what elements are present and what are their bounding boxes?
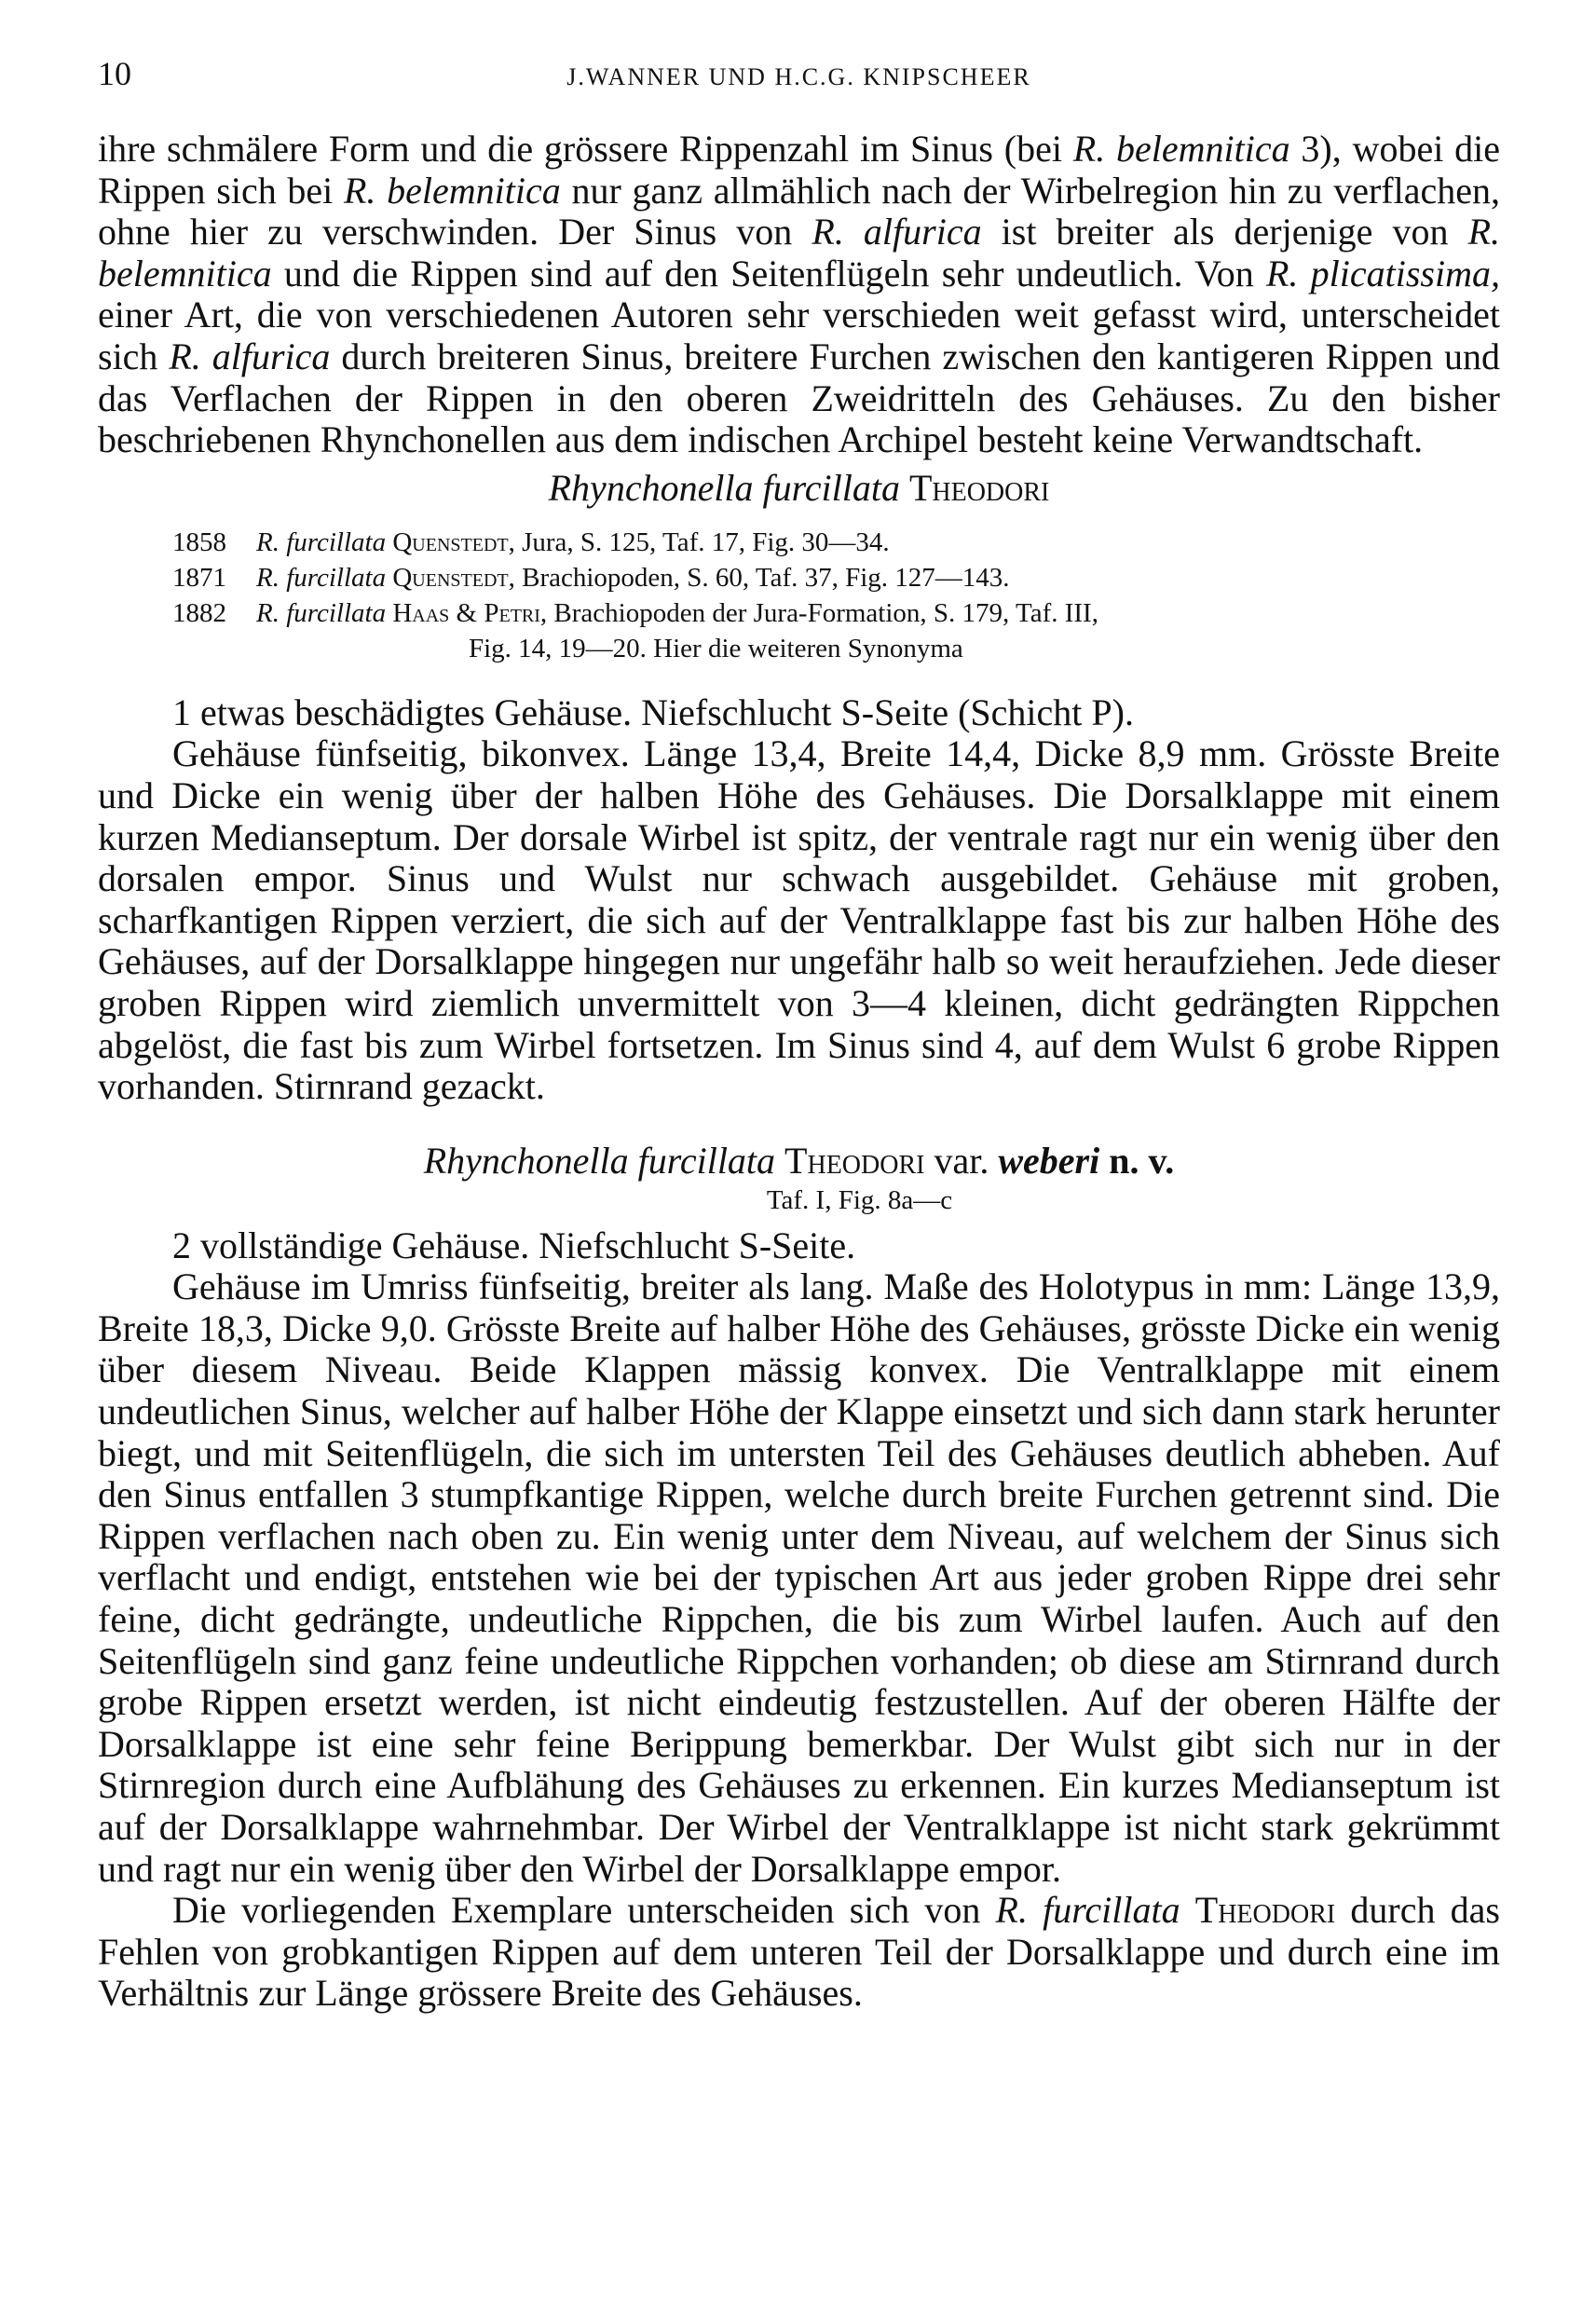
synonymy-year: 1882 bbox=[172, 597, 226, 628]
description-paragraph: Gehäuse fünfseitig, bikonvex. Länge 13,4, Breite 14,4, Dicke 8,9 mm. Grösste Breite und Dicke ein wenig über der halben Höhe des Gehäuses. Die Dorsalklappe mit einem kurzen Medianseptum. Der dorsale Wirbel ist spitz, der ventrale ragt nur ein wenig über den dorsalen empor. Sinus und Wulst nur schwach ausgebildet. Gehäuse mit groben, scharfkantigen Rippen verziert, die sich auf der Ventralklappe fast bis zur halben Höhe des Gehäuses, auf der Dorsalklappe hingegen nur ungefähr halb so weit heraufziehen. Jede dieser groben Rippen wird ziemlich unvermittelt von 3—4 kleinen, dicht gedrängten Rippchen abgelöst, die fast bis zum Wirbel fortsetzen. Im Sinus sind 4, auf dem Wulst 6 grobe Rippen vorhanden. Stirnrand gezackt. bbox=[98, 732, 1500, 1108]
taxon-name: R. plicatissima, bbox=[1265, 252, 1500, 294]
text-run: ihre schmälere Form und die grössere Rippenzahl im Sinus (bei bbox=[98, 128, 1073, 170]
page-body bbox=[98, 129, 1500, 2015]
spacer bbox=[98, 1108, 1500, 1134]
text-run: Die vorliegenden Exemplare unterscheiden sich von bbox=[172, 1889, 996, 1932]
text-run: nur ganz allmählich nach der Wirbelregion hin zu verflachen, ohne hier zu verschwinden. Der Sinus von bbox=[98, 169, 1500, 253]
variety-name: weberi bbox=[998, 1139, 1100, 1182]
synonymy-author: Quenstedt bbox=[392, 526, 509, 557]
nomen-novum-label: n. v. bbox=[1099, 1139, 1175, 1182]
synonymy-entry bbox=[98, 595, 1500, 631]
synonymy-year: 1858 bbox=[172, 526, 226, 557]
synonymy-author: Haas & Petri bbox=[392, 597, 540, 628]
comparison-paragraph bbox=[98, 1890, 1500, 2015]
synonymy-continuation: Fig. 14, 19—20. Hier die weiteren Synonyma bbox=[469, 633, 963, 663]
taxon-name: R. furcillata bbox=[995, 1889, 1180, 1932]
intro-paragraph bbox=[98, 129, 1500, 461]
material-paragraph: 1 etwas beschädigtes Gehäuse. Niefschlucht S-Seite (Schicht P). bbox=[172, 691, 1134, 733]
figure-reference: Taf. I, Fig. 8a—c bbox=[766, 1184, 953, 1215]
taxon-name: R. belemnitica bbox=[1072, 128, 1290, 170]
text-run: und die Rippen sind auf den Seitenflügeln sehr undeutlich. Von bbox=[271, 252, 1266, 294]
description-paragraph: Gehäuse im Umriss fünfseitig, breiter als lang. Maße des Holotypus in mm: Länge 13,9, Breite 18,3, Dicke 9,0. Grösste Breite auf halber Höhe des Gehäuses, grösste Dicke ein wenig über diesem Niveau. Beide Klappen mässig konvex. Die Ventralklappe mit einem undeutlichen Sinus, welcher auf halber Höhe der Klappe einsetzt und sich dann stark herunter biegt, und mit Seitenflügeln, die sich im untersten Teil des Gehäuses deutlich abheben. Auf den Sinus entfallen 3 stumpfkantige Rippen, welche durch breite Furchen getrennt sind. Die Rippen verflachen nach oben zu. Ein wenig unter dem Niveau, auf welchem der Sinus sich verflacht und endigt, entstehen wie bei der typischen Art aus jeder groben Rippe drei sehr feine, dicht gedrängte, undeutliche Rippchen, die bis zum Wirbel laufen. Auch auf den Seitenflügeln sind ganz feine undeutliche Rippchen vorhanden; ob diese am Stirnrand durch grobe Rippen ersetzt werden, ist nicht eindeutig festzustellen. Auf der oberen Hälfte der Dorsalklappe ist eine sehr feine Berippung bemerkbar. Der Wulst gibt sich nur in der Stirnregion durch eine Aufblähung des Gehäuses zu erkennen. Ein kurzes Medianseptum ist auf der Dorsalklappe wahrnehmbar. Der Wirbel der Ventralklappe ist nicht stark gekrümmt und ragt nur ein wenig über den Wirbel der Dorsalklappe empor. bbox=[98, 1265, 1500, 1890]
taxon-name: R. alfurica bbox=[169, 335, 331, 377]
page-header bbox=[98, 54, 1500, 101]
material-paragraph: 2 vollständige Gehäuse. Niefschlucht S-Seite. bbox=[172, 1224, 856, 1266]
text-run: einer Art, die von verschiedenen Autoren sehr verschieden weit gefasst wird, unterscheidet sich bbox=[98, 294, 1500, 377]
text-run: durch breiteren Sinus, breitere Furchen zwischen den kantigeren Rippen und das Verflachen der Rippen in den oberen Zweidritteln des Gehäuses. Zu den bisher beschriebenen Rhynchonellen aus dem indischen Archipel besteht keine Verwandtschaft. bbox=[98, 335, 1500, 461]
running-head: J.WANNER UND H.C.G. KNIPSCHEER bbox=[566, 63, 1031, 90]
species-author: Theodori bbox=[784, 1139, 925, 1182]
taxon-name: R. belemnitica bbox=[98, 211, 1500, 294]
species-name: Rhynchonella furcillata bbox=[423, 1139, 776, 1182]
synonymy-taxon: R. furcillata bbox=[256, 562, 387, 593]
species-heading-weberi bbox=[98, 1140, 1500, 1183]
synonymy-reference: , Jura, S. 125, Taf. 17, Fig. 30—34. bbox=[508, 526, 890, 557]
species-author: Theodori bbox=[1194, 1889, 1336, 1932]
species-heading-furcillata bbox=[98, 467, 1500, 510]
synonymy-entry bbox=[98, 525, 1500, 560]
species-author: Theodori bbox=[908, 466, 1050, 509]
synonymy-list bbox=[98, 525, 1500, 666]
text-run: 3), wobei die Rippen sich bei bbox=[98, 128, 1500, 212]
synonymy-taxon: R. furcillata bbox=[256, 597, 387, 628]
synonymy-reference: , Brachiopoden der Jura-Formation, S. 179, Taf. III, bbox=[539, 597, 1098, 628]
species-name: Rhynchonella furcillata bbox=[548, 466, 900, 509]
synonymy-taxon: R. furcillata bbox=[256, 526, 387, 557]
synonymy-author: Quenstedt bbox=[392, 562, 509, 593]
text-run: ist breiter als derjenige von bbox=[981, 211, 1468, 253]
synonymy-entry bbox=[98, 560, 1500, 595]
taxon-name: R. alfurica bbox=[812, 211, 982, 253]
variety-label: var. bbox=[924, 1139, 999, 1182]
taxon-name: R. belemnitica bbox=[344, 169, 561, 212]
synonymy-year: 1871 bbox=[172, 562, 226, 593]
synonymy-reference: , Brachiopoden, S. 60, Taf. 37, Fig. 127—143. bbox=[508, 562, 1010, 593]
spacer bbox=[98, 666, 1500, 692]
page-number: 10 bbox=[98, 55, 131, 92]
text-run: durch das Fehlen von grobkantigen Rippen auf dem unteren Teil der Dorsalklappe und durch eine im Verhältnis zur Länge grössere Breite des Gehäuses. bbox=[98, 1889, 1500, 2015]
